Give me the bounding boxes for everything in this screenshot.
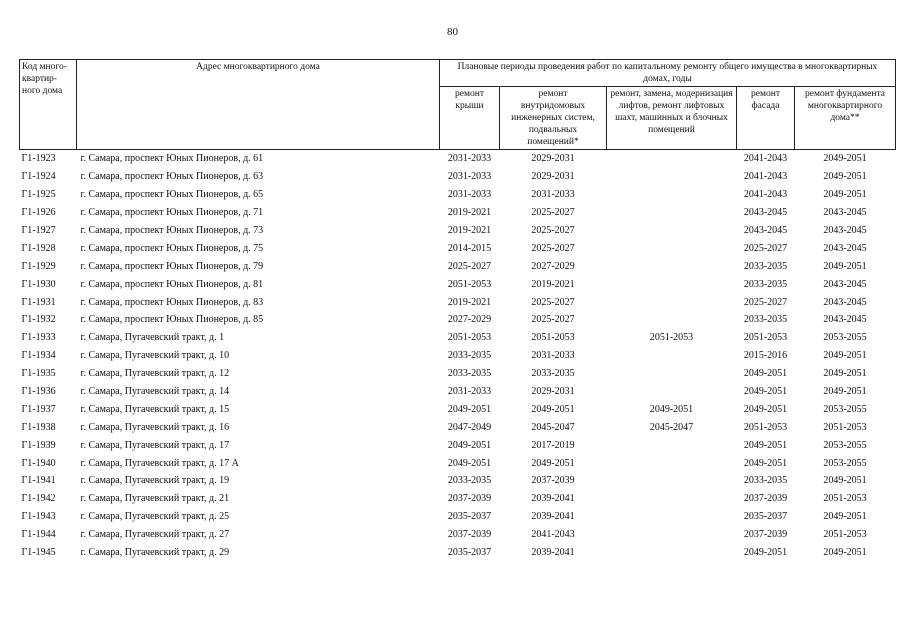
row-foundation-period: 2043-2045 <box>823 296 867 308</box>
table-body <box>20 150 896 562</box>
row-address: г. Самара, Пугачевский тракт, д. 10 <box>80 350 230 362</box>
row-address: г. Самара, проспект Юных Пионеров, д. 81 <box>80 278 264 290</box>
row-facade-period: 2041-2043 <box>743 171 788 183</box>
row-lifts-period <box>607 150 737 168</box>
row-roof-period: 2019-2021 <box>447 225 492 236</box>
row-address: г. Самара, Пугачевский тракт, д. 17 <box>80 439 230 451</box>
row-address: г. Самара, Пугачевский тракт, д. 14 <box>80 386 230 398</box>
table-row <box>20 383 896 401</box>
row-roof-period: 2031-2033 <box>447 171 492 183</box>
row-lifts-period <box>607 311 737 329</box>
row-address: г. Самара, Пугачевский тракт, д. 12 <box>80 368 230 380</box>
table-row <box>20 239 896 257</box>
row-lifts-period: 2045-2047 <box>649 421 694 433</box>
row-roof-period: 2049-2051 <box>447 403 492 415</box>
row-address: г. Самара, Пугачевский тракт, д. 15 <box>80 403 230 415</box>
table-header <box>20 60 896 150</box>
row-lifts-period <box>607 454 737 472</box>
row-foundation-period: 2049-2051 <box>823 171 867 183</box>
table-row <box>20 436 896 454</box>
row-engineering-period: 2025-2027 <box>531 242 575 254</box>
row-address: г. Самара, Пугачевский тракт, д. 19 <box>80 475 230 487</box>
row-facade-period: 2043-2045 <box>743 225 788 236</box>
row-foundation-period: 2051-2053 <box>823 421 867 433</box>
row-facade-period: 2041-2043 <box>743 189 788 201</box>
table-row <box>20 526 896 544</box>
row-engineering-period: 2017-2019 <box>531 439 575 451</box>
row-lifts-period <box>607 222 737 240</box>
header-lifts: ремонт, замена, модернизация лифтов, ремонт лифтовых шахт, машинных и блочных помещений <box>607 87 737 150</box>
row-engineering-period: 2039-2041 <box>531 493 575 505</box>
row-facade-period: 2049-2051 <box>743 403 788 415</box>
table-row <box>20 490 896 508</box>
row-foundation-period: 2049-2051 <box>823 350 867 362</box>
row-facade-period: 2051-2053 <box>743 332 788 344</box>
row-facade-period: 2043-2045 <box>743 207 788 219</box>
row-engineering-period: 2033-2035 <box>531 368 575 380</box>
row-roof-period: 2033-2035 <box>447 368 492 380</box>
row-foundation-period: 2043-2045 <box>823 278 867 290</box>
row-engineering-period: 2019-2021 <box>531 278 575 290</box>
row-lifts-period <box>607 383 737 401</box>
row-code: Г1-1932 <box>21 314 56 326</box>
row-facade-period: 2049-2051 <box>743 439 788 451</box>
row-code: Г1-1945 <box>21 547 56 559</box>
capital-repair-table <box>19 59 896 561</box>
table-row <box>20 186 896 204</box>
row-engineering-period: 2039-2041 <box>531 547 575 559</box>
row-engineering-period: 2051-2053 <box>531 332 575 344</box>
row-lifts-period <box>607 526 737 544</box>
row-code: Г1-1927 <box>21 225 56 236</box>
row-facade-period: 2037-2039 <box>743 493 788 505</box>
row-address: г. Самара, проспект Юных Пионеров, д. 63 <box>80 171 264 183</box>
header-foundation: ремонт фундамента многоквартирного дома** <box>795 87 896 150</box>
row-roof-period: 2031-2033 <box>447 386 492 398</box>
row-foundation-period: 2049-2051 <box>823 260 867 272</box>
row-roof-period: 2031-2033 <box>447 153 492 165</box>
row-roof-period: 2019-2021 <box>447 296 492 308</box>
row-address: г. Самара, Пугачевский тракт, д. 27 <box>80 529 230 541</box>
table-row <box>20 222 896 240</box>
row-code: Г1-1928 <box>21 242 56 254</box>
row-foundation-period: 2049-2051 <box>823 475 867 487</box>
table-row <box>20 204 896 222</box>
row-address: г. Самара, Пугачевский тракт, д. 29 <box>80 547 230 559</box>
row-facade-period: 2025-2027 <box>743 296 788 308</box>
row-code: Г1-1930 <box>21 278 56 290</box>
row-address: г. Самара, Пугачевский тракт, д. 16 <box>80 421 230 433</box>
row-roof-period: 2049-2051 <box>447 457 492 469</box>
row-address: г. Самара, проспект Юных Пионеров, д. 85 <box>80 314 264 326</box>
table-row <box>20 168 896 186</box>
table-row <box>20 329 896 347</box>
header-roof: ремонт крыши <box>440 87 500 150</box>
row-roof-period: 2035-2037 <box>447 511 492 523</box>
row-lifts-period <box>607 472 737 490</box>
row-code: Г1-1933 <box>21 332 56 344</box>
row-facade-period: 2015-2016 <box>743 350 788 362</box>
row-lifts-period <box>607 257 737 275</box>
row-code: Г1-1938 <box>21 421 56 433</box>
row-address: г. Самара, Пугачевский тракт, д. 21 <box>80 493 230 505</box>
table-row <box>20 347 896 365</box>
row-lifts-period <box>607 365 737 383</box>
row-facade-period: 2033-2035 <box>743 260 788 272</box>
row-address: г. Самара, Пугачевский тракт, д. 17 А <box>80 457 239 469</box>
header-address: Адрес многоквартирного дома <box>77 60 440 150</box>
row-address: г. Самара, проспект Юных Пионеров, д. 65 <box>80 189 264 201</box>
table-row <box>20 311 896 329</box>
row-facade-period: 2049-2051 <box>743 547 788 559</box>
row-engineering-period: 2041-2043 <box>531 529 575 541</box>
row-facade-period: 2033-2035 <box>743 475 788 487</box>
row-foundation-period: 2049-2051 <box>823 153 867 165</box>
row-facade-period: 2025-2027 <box>743 242 788 254</box>
row-foundation-period: 2051-2053 <box>823 493 867 505</box>
row-facade-period: 2049-2051 <box>743 386 788 398</box>
row-lifts-period <box>607 293 737 311</box>
table-row <box>20 293 896 311</box>
row-lifts-period <box>607 490 737 508</box>
row-facade-period: 2051-2053 <box>743 421 788 433</box>
row-engineering-period: 2025-2027 <box>531 314 575 326</box>
row-code: Г1-1943 <box>21 511 56 523</box>
row-foundation-period: 2049-2051 <box>823 368 867 380</box>
row-code: Г1-1942 <box>21 493 56 505</box>
row-code: Г1-1924 <box>21 171 56 183</box>
row-engineering-period: 2025-2027 <box>531 225 575 236</box>
row-code: Г1-1929 <box>21 260 56 272</box>
table-row <box>20 275 896 293</box>
row-engineering-period: 2049-2051 <box>531 403 575 415</box>
row-engineering-period: 2025-2027 <box>531 296 575 308</box>
row-engineering-period: 2025-2027 <box>531 207 575 219</box>
row-foundation-period: 2049-2051 <box>823 386 867 398</box>
row-code: Г1-1936 <box>21 386 56 398</box>
row-foundation-period: 2043-2045 <box>823 314 867 326</box>
table-row <box>20 508 896 526</box>
row-engineering-period: 2039-2041 <box>531 511 575 523</box>
row-code: Г1-1944 <box>21 529 56 541</box>
header-facade: ремонт фасада <box>737 87 795 150</box>
row-foundation-period: 2049-2051 <box>823 547 867 559</box>
row-roof-period: 2047-2049 <box>447 421 492 433</box>
header-engineering: ремонт внутридомовых инженерных систем, подвальных помещений* <box>500 87 607 150</box>
row-address: г. Самара, проспект Юных Пионеров, д. 71 <box>80 207 264 219</box>
row-roof-period: 2014-2015 <box>447 242 492 254</box>
row-facade-period: 2035-2037 <box>743 511 788 523</box>
row-roof-period: 2033-2035 <box>447 475 492 487</box>
row-roof-period: 2051-2053 <box>447 332 492 344</box>
row-roof-period: 2051-2053 <box>447 278 492 290</box>
row-foundation-period: 2053-2055 <box>823 439 867 451</box>
page-number: 80 <box>447 26 458 38</box>
row-facade-period: 2033-2035 <box>743 278 788 290</box>
row-engineering-period: 2029-2031 <box>531 153 575 165</box>
row-code: Г1-1934 <box>21 350 56 362</box>
row-address: г. Самара, проспект Юных Пионеров, д. 73 <box>80 225 264 236</box>
row-roof-period: 2025-2027 <box>447 260 492 272</box>
row-lifts-period <box>607 275 737 293</box>
header-code: Код много-квартир-ного дома <box>20 60 77 150</box>
row-code: Г1-1939 <box>21 439 56 451</box>
row-code: Г1-1935 <box>21 368 56 380</box>
row-roof-period: 2049-2051 <box>447 439 492 451</box>
row-code: Г1-1940 <box>21 457 56 469</box>
table-row <box>20 150 896 168</box>
row-code: Г1-1941 <box>21 475 56 487</box>
row-facade-period: 2041-2043 <box>743 153 788 165</box>
row-roof-period: 2037-2039 <box>447 529 492 541</box>
row-foundation-period: 2043-2045 <box>823 225 867 236</box>
row-roof-period: 2031-2033 <box>447 189 492 201</box>
row-code: Г1-1925 <box>21 189 56 201</box>
row-roof-period: 2035-2037 <box>447 547 492 559</box>
row-roof-period: 2037-2039 <box>447 493 492 505</box>
row-facade-period: 2037-2039 <box>743 529 788 541</box>
table-row <box>20 400 896 418</box>
row-engineering-period: 2031-2033 <box>531 189 575 201</box>
row-address: г. Самара, Пугачевский тракт, д. 25 <box>80 511 230 523</box>
row-lifts-period <box>607 544 737 562</box>
row-foundation-period: 2053-2055 <box>823 403 867 415</box>
capital-repair-table-container <box>19 59 895 561</box>
row-lifts-period <box>607 347 737 365</box>
row-lifts-period <box>607 186 737 204</box>
row-lifts-period <box>607 204 737 222</box>
row-engineering-period: 2027-2029 <box>531 260 575 272</box>
table-row <box>20 418 896 436</box>
row-foundation-period: 2049-2051 <box>823 511 867 523</box>
row-engineering-period: 2029-2031 <box>531 386 575 398</box>
row-roof-period: 2033-2035 <box>447 350 492 362</box>
row-lifts-period <box>607 239 737 257</box>
row-foundation-period: 2051-2053 <box>823 529 867 541</box>
row-address: г. Самара, проспект Юных Пионеров, д. 83 <box>80 296 264 308</box>
row-address: г. Самара, проспект Юных Пионеров, д. 75 <box>80 242 264 254</box>
row-roof-period: 2027-2029 <box>447 314 492 326</box>
row-lifts-period <box>607 168 737 186</box>
row-code: Г1-1937 <box>21 403 56 415</box>
row-foundation-period: 2043-2045 <box>823 242 867 254</box>
row-code: Г1-1923 <box>21 153 56 165</box>
row-code: Г1-1926 <box>21 207 56 219</box>
row-foundation-period: 2043-2045 <box>823 207 867 219</box>
header-periods: Плановые периоды проведения работ по капитальному ремонту общего имущества в многоквартирных домах, годы <box>440 60 896 87</box>
table-row <box>20 257 896 275</box>
row-facade-period: 2033-2035 <box>743 314 788 326</box>
row-engineering-period: 2045-2047 <box>531 421 575 433</box>
table-row <box>20 365 896 383</box>
row-engineering-period: 2049-2051 <box>531 457 575 469</box>
row-foundation-period: 2053-2055 <box>823 457 867 469</box>
row-lifts-period <box>607 508 737 526</box>
table-row <box>20 472 896 490</box>
row-address: г. Самара, Пугачевский тракт, д. 1 <box>80 332 225 344</box>
row-lifts-period: 2049-2051 <box>649 403 694 415</box>
row-facade-period: 2049-2051 <box>743 457 788 469</box>
row-lifts-period <box>607 436 737 454</box>
row-code: Г1-1931 <box>21 296 56 308</box>
table-row <box>20 544 896 562</box>
row-address: г. Самара, проспект Юных Пионеров, д. 61 <box>80 153 264 165</box>
table-row <box>20 454 896 472</box>
row-address: г. Самара, проспект Юных Пионеров, д. 79 <box>80 260 264 272</box>
row-foundation-period: 2049-2051 <box>823 189 867 201</box>
row-foundation-period: 2053-2055 <box>823 332 867 344</box>
row-engineering-period: 2037-2039 <box>531 475 575 487</box>
row-roof-period: 2019-2021 <box>447 207 492 219</box>
row-lifts-period: 2051-2053 <box>649 332 694 344</box>
row-facade-period: 2049-2051 <box>743 368 788 380</box>
row-engineering-period: 2029-2031 <box>531 171 575 183</box>
row-engineering-period: 2031-2033 <box>531 350 575 362</box>
